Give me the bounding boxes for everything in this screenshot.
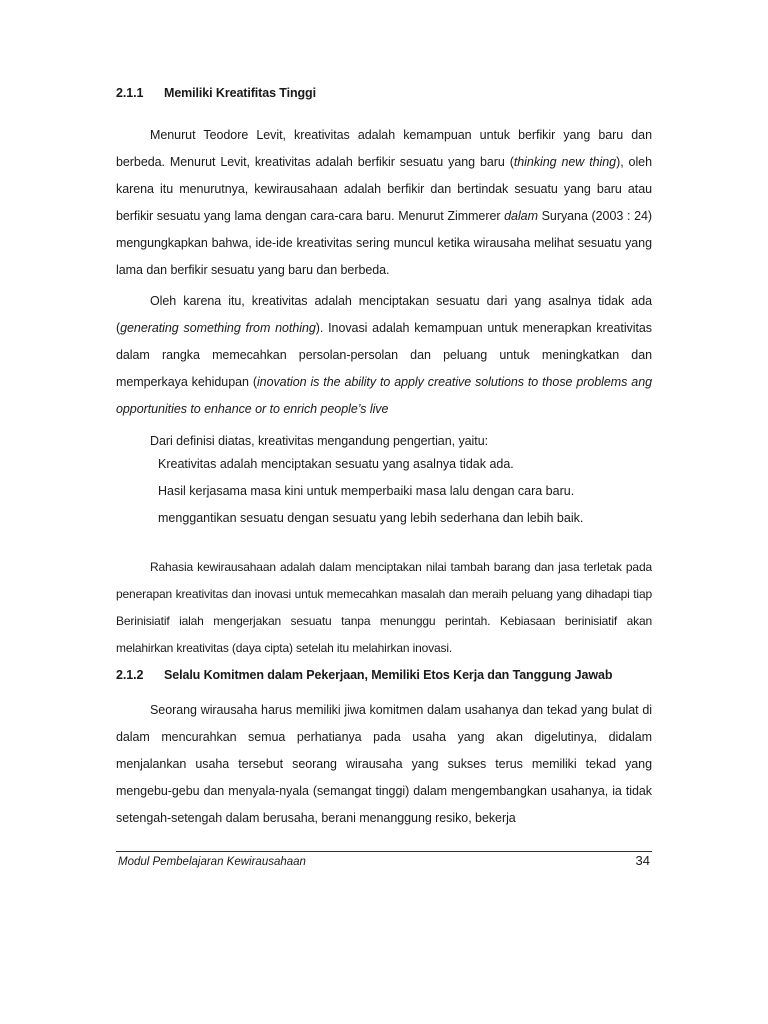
paragraph-levit: [116, 122, 652, 284]
list-item: Kreativitas adalah menciptakan sesuatu yang asalnya tidak ada.: [158, 457, 514, 471]
section-title: Memiliki Kreatifitas Tinggi: [164, 86, 316, 100]
section-heading-2-1-1: [116, 86, 316, 100]
paragraph-rahasia: Rahasia kewirausahaan adalah dalam menciptakan nilai tambah barang dan jasa terletak pada penerapan kreativitas dan inovasi untuk memecahkan masalah dan meraih peluang yang dihadapi tiap Berinisiatif ialah mengerjakan sesuatu tanpa menunggu perintah. Kebiasaan berinisiatif akan melahirkan kreativitas (daya cipta) setelah itu melahirkan inovasi.: [116, 560, 652, 655]
italic-term: thinking new thing: [513, 154, 617, 169]
text-run: ), oleh karena itu menurutnya, kewirausahaan adalah berfikir dan bertindak sesuatu yang baru atau berfikir sesuatu yang lama dengan cara-cara baru. Menurut Zimmerer: [116, 154, 652, 223]
paragraph-inovasi: [116, 288, 652, 423]
paragraph-komitmen: Seorang wirausaha harus memiliki jiwa komitmen dalam usahanya dan tekad yang bulat di dalam mencurahkan semua perhatianya pada usaha yang akan digelutinya, didalam menjalankan usaha tersebut seorang wirausaha yang sukses terus memiliki tekad yang mengebu-gebu dan menyala-nyala (semangat tinggi) dalam mengembangkan usahanya, ia tidak setengah-setengah dalam berusaha, berani menanggung resiko, bekerja: [116, 702, 652, 825]
footer-divider: [116, 851, 652, 852]
italic-term: dalam: [504, 208, 538, 223]
italic-term: generating something from nothing: [120, 320, 316, 335]
footer-title: Modul Pembelajaran Kewirausahaan: [118, 856, 306, 868]
text-run: Suryana (2003 : 24) mengungkapkan bahwa, ide-ide kreativitas sering muncul ketika wirausaha melihat sesuatu yang lama dan berfikir sesuatu yang baru dan berbeda.: [116, 208, 652, 277]
italic-term: inovation is the ability to apply creative solutions to those problems ang opportunities to enhance or to enrich people’s live: [116, 374, 652, 416]
section-heading-2-1-2: [116, 668, 612, 682]
text-run: ). Inovasi adalah kemampuan untuk menerapkan kreativitas dalam rangka memecahkan persolan-persolan dan peluang untuk meningkatkan dan memperkaya kehidupan (: [116, 320, 652, 389]
section-number: 2.1.2: [116, 668, 144, 682]
section-title: Selalu Komitmen dalam Pekerjaan, Memiliki Etos Kerja dan Tanggung Jawab: [164, 668, 613, 682]
list-item: Hasil kerjasama masa kini untuk memperbaiki masa lalu dengan cara baru.: [158, 484, 575, 498]
paragraph-definisi: Dari definisi diatas, kreativitas mengandung pengertian, yaitu:: [150, 433, 489, 448]
section-number: 2.1.1: [116, 86, 144, 100]
list-item: menggantikan sesuatu dengan sesuatu yang lebih sederhana dan lebih baik.: [158, 511, 584, 525]
definition-list: [158, 451, 583, 532]
text-run: Menurut Teodore Levit, kreativitas adalah kemampuan untuk berfikir yang baru dan berbeda. Menurut Levit, kreativitas adalah berfikir sesuatu yang baru (: [116, 127, 652, 169]
page-number: 34: [635, 853, 650, 868]
text-run: Oleh karena itu, kreativitas adalah menciptakan sesuatu dari yang asalnya tidak ada (: [116, 293, 652, 335]
